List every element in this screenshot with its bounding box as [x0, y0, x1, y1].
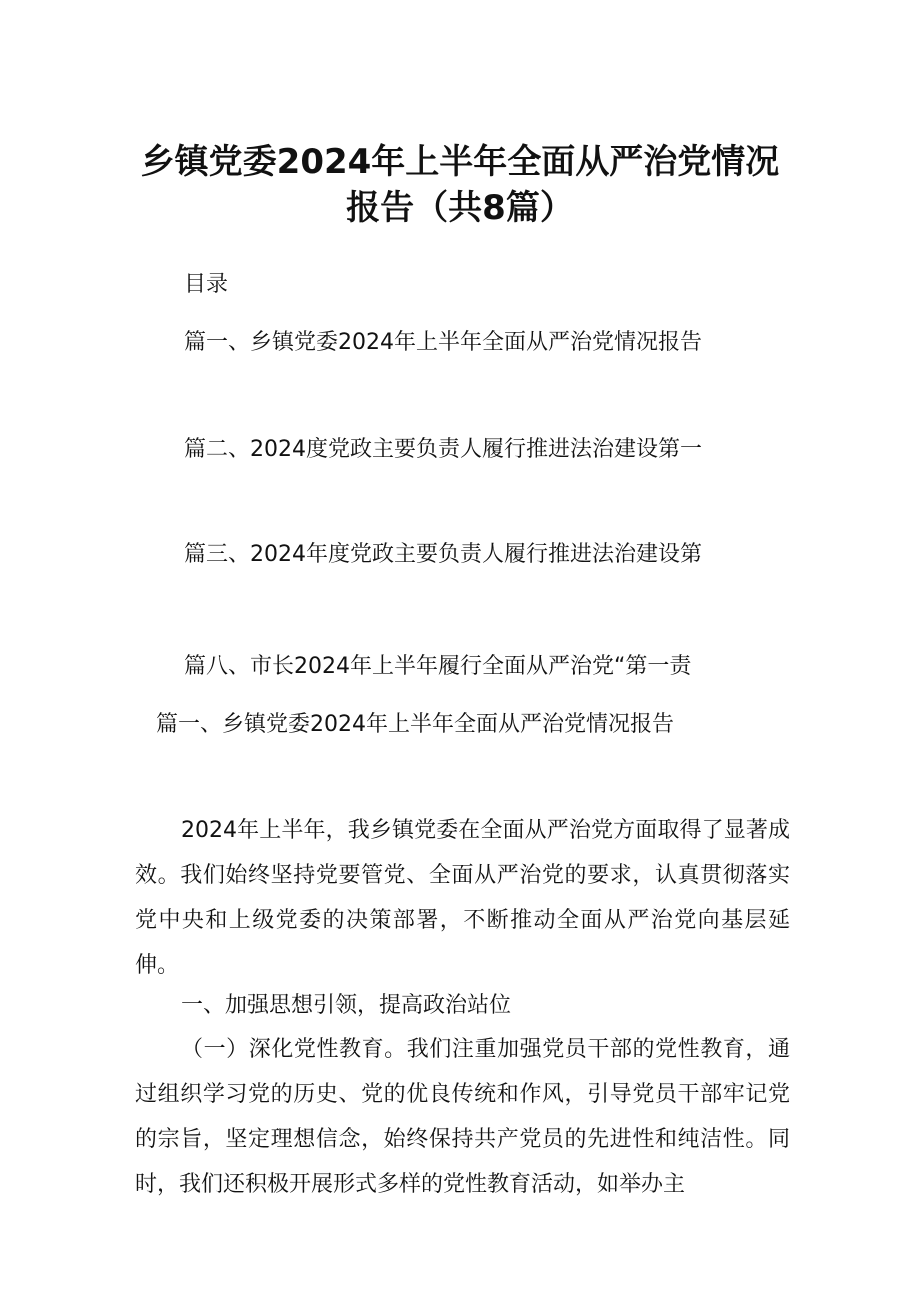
- toc-item[interactable]: 篇一、乡镇党委2024年上半年全面从严治党情况报告: [184, 330, 702, 355]
- body-paragraph: 2024年上半年，我乡镇党委在全面从严治党方面取得了显著成效。我们始终坚持党要管党、全面从严治党的要求，认真贯彻落实党中央和上级党委的决策部署，不断推动全面从严治党向基层延伸。: [135, 818, 790, 978]
- toc-item[interactable]: 篇三、2024年度党政主要负责人履行推进法治建设第: [184, 542, 702, 567]
- body-paragraph: （一）深化党性教育。我们注重加强党员干部的党性教育，通过组织学习党的历史、党的优良传统和作风，引导党员干部牢记党的宗旨，坚定理想信念，始终保持共产党员的先进性和纯洁性。同时，我们还积极开展形式多样的党性教育活动，如举办主: [135, 1037, 790, 1197]
- toc-item[interactable]: 篇二、2024度党政主要负责人履行推进法治建设第一: [184, 437, 702, 462]
- toc-heading: 目录: [184, 272, 229, 297]
- subsection-heading: 一、加强思想引领，提高政治站位: [181, 993, 512, 1018]
- document-title-line-2: 报告（共8篇）: [346, 188, 574, 228]
- toc-item[interactable]: 篇八、市长2024年上半年履行全面从严治党“第一责: [184, 654, 692, 679]
- document-title-line-1: 乡镇党委2024年上半年全面从严治党情况: [140, 142, 780, 182]
- section-title: 篇一、乡镇党委2024年上半年全面从严治党情况报告: [156, 712, 674, 737]
